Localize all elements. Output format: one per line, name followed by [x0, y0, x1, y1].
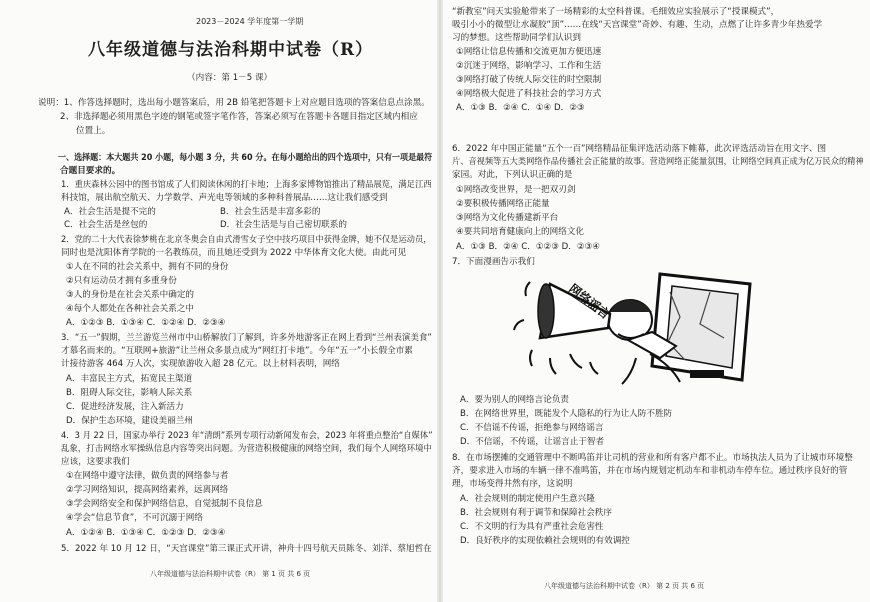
- q2-stem-cont: 同时也是沈阳体育学院的一名教练员，而且她还受到为 2022 中华体育文化大使。由此可见: [61, 248, 407, 258]
- rumor-cartoon-illustration: [510, 262, 760, 392]
- q3-option-c: C．促进经济发展，注入新活力: [66, 402, 184, 412]
- footer-page-2: 八年级道德与法治科期中试卷（R） 第 2 页 共 6 页: [544, 582, 705, 590]
- q1-option-d: D．社会生活是与自己密切联系的: [220, 220, 347, 230]
- instruction-line-2: 2、非选择题必须用黑色字迹的钢笔或签字笔作答，答案必须写在答题卡各题目指定区域内相应: [60, 112, 418, 122]
- q2-item-1: ①人在不同的社会关系中，拥有不同的身份: [66, 262, 229, 272]
- q6-item-1: ①网络改变世界，是一把双刃剑: [456, 185, 576, 195]
- q7-option-d: D．不信谣，不传谣，让谣言止于智者: [460, 437, 605, 447]
- q8-option-d: D．良好秩序的实现依赖社会规则的有效调控: [460, 536, 630, 546]
- q4-item-3: ③学会网络安全和保护网络信息，自觉抵制不良信息: [66, 499, 263, 509]
- q7-stem: 7．下面漫画告示我们: [452, 257, 535, 267]
- q1-option-b: B．社会生活是丰富多彩的: [220, 207, 321, 217]
- section-one-heading: 一、选择题：本大题共 20 小题，每小题 3 分，共 60 分。在每小题给出的四个选项中，只有一项是最符: [58, 153, 433, 163]
- q5-stem-cont-2: 吸引小小的微型让水凝胶“顶”……在线“天宫课堂”奇妙、有趣、生动，点燃了让许多青少年热爱学: [452, 20, 823, 30]
- instruction-line-3: 位置上。: [76, 126, 111, 136]
- q2-item-3: ③人的身份是在社会关系中确定的: [66, 290, 195, 300]
- q5-item-2: ②沉迷于网络，影响学习、工作和生活: [456, 61, 602, 71]
- q6-choices: A．①③ B．②④ C．①②③ D．②③④: [456, 242, 601, 252]
- q8-stem-cont-2: 理，市场变得井然有序，这说明: [452, 479, 573, 489]
- q4-stem-cont: 乱象，打击网络水军操纵信息内容等突出问题。为营造积极健康的网络空间，我们每个人网络环境中: [61, 444, 432, 454]
- q6-stem: 6．2022 年中国正能量“五个一百”网络精品征集评选活动落下帷幕，此次评选活动旨在用文字、图: [452, 144, 827, 154]
- q4-choices: A．①②④ B．①③④ C．①②③ D．②③④: [66, 528, 226, 538]
- school-year-line: 2023－2024 学年度第一学期: [196, 17, 304, 26]
- q8-option-a: A．社会规则的制定使用户生意兴隆: [460, 494, 595, 504]
- q5-stem: 5．2022 年 10 月 12 日，“天宫课堂”第三课正式开讲，神舟十四号航天员陈冬、刘洋、蔡旭哲在: [61, 544, 432, 554]
- q8-option-b: B．社会规则有利于调节和保障社会秩序: [460, 508, 612, 518]
- exam-scope: （内容：第 1－5 课）: [187, 73, 273, 83]
- q4-stem-cont-2: 应该，这要求我们: [61, 457, 130, 467]
- q3-stem: 3．“五一”假期，兰兰游览兰州市中山桥解放门了解到，许多外地游客正在网上看到“兰州表演美食”: [61, 333, 432, 343]
- q3-option-d: D．保护生态环境，建设美丽兰州: [66, 416, 193, 426]
- section-one-heading-cont: 合题目要求的。: [60, 166, 121, 176]
- q4-stem: 4．3 月 22 日，国家办举行 2023 年“清朗”系列专项行动新闻发布会，2023 年将重点整治“自媒体”: [61, 431, 433, 441]
- q6-item-2: ②要积极传播网络正能量: [456, 199, 550, 209]
- q4-item-2: ②学习网络知识，提高网络素养，远离网络: [66, 485, 229, 495]
- q5-item-4: ④网络极大促进了科技社会的学习方式: [456, 89, 602, 99]
- q2-item-2: ②只有运动员才拥有多重身份: [66, 276, 177, 286]
- q5-stem-cont-3: 习的梦想。这些帮助同学们认识到: [452, 33, 581, 43]
- q4-item-4: ④学会“信息节食”，不可沉溺于网络: [66, 513, 203, 523]
- q3-stem-cont: 才慕名而来的。“互联网+旅游”让兰州众多景点成为“网红打卡地”。今年“五一”小长假全市累: [61, 346, 413, 356]
- q3-stem-cont-2: 计接待游客 464 万人次，实现旅游收入超 28 亿元。以上材料表明，网络: [61, 359, 340, 369]
- q6-item-3: ③网络为文化传播建新平台: [456, 213, 559, 223]
- q8-option-c: C．不文明的行为具有严重社会危害性: [460, 522, 604, 532]
- q7-option-c: C．不信谣不传谣，拒绝参与网络谣言: [460, 423, 604, 433]
- footer-page-1: 八年级道德与法治科期中试卷（R） 第 1 页 共 6 页: [150, 570, 311, 578]
- q6-item-4: ④要共同培育健康向上的网络文化: [456, 227, 585, 237]
- q3-option-b: B．阻碍人际交往，影响人际关系: [66, 388, 193, 398]
- q1-stem: 1．重庆森林公园中的图书馆成了人们阅读休闲的打卡地；上海多家博物馆推出了精品展览，满足江西: [61, 180, 432, 190]
- q8-stem: 8．在市场摆摊的交通管理中不断鸣笛并让司机的营业和所有客户都不止。市场执法人员为了让城市环境整: [452, 453, 853, 463]
- q8-stem-cont: 齐，要求进入市场的车辆一律不准鸣笛，并在市场内规划定机动车和非机动车停车位。通过秩序良好的管: [452, 466, 848, 476]
- instruction-line-1: 说明：1、作答选择题时，选出每小题答案后，用 2B 铅笔把答题卡上对应题目选项的答案信息点涂黑。: [38, 98, 430, 108]
- q1-option-a: A．社会生活是提不完的: [64, 207, 156, 217]
- q1-option-c: C．社会生活是丝包的: [64, 220, 148, 230]
- q5-item-1: ①网络让信息传播和交流更加方便迅速: [456, 47, 602, 57]
- q5-choices: A．①③ B．②④ C．①④ D．②③: [456, 103, 585, 113]
- q2-item-4: ④每个人都处在各种社会关系之中: [66, 304, 195, 314]
- q2-choices: A．①②③ B．①③④ C．①②④ D．②③④: [66, 318, 226, 328]
- q4-item-1: ①在网络中遵守法律，做负责的网络参与者: [66, 471, 229, 481]
- exam-title: 八年级道德与法治科期中试卷（R）: [88, 40, 374, 60]
- q3-option-a: A．丰富民主方式，拓宽民主渠道: [66, 374, 193, 384]
- q2-stem: 2．党的二十大代表徐梦桃在北京冬奥会自由式滑雪女子空中技巧项目中获得金牌，她不仅是运动员，: [61, 235, 432, 245]
- q5-stem-cont: “新教室”问天实验舱带来了一场精彩的太空科普课。毛细效应实验展示了“授课模式”，: [452, 7, 780, 17]
- q7-option-b: B．在网络世界里，既能发个人隐私的行为让人防不胜防: [460, 409, 673, 419]
- q5-item-3: ③网络打破了传统人际交往的时空限制: [456, 75, 602, 85]
- q7-option-a: A．要为别人的网络言论负责: [460, 395, 570, 405]
- q1-stem-cont: 科技馆，展出航空航天、力学数学、声光电等领域的多种科普展品……这让我们感受到: [61, 193, 388, 203]
- q6-stem-cont: 片、音视频等五大类网络作品传播社会正能量的故事。营造网络正能量氛围，让网络空间真正成为亿万民众的精神: [452, 157, 864, 167]
- q6-stem-cont-2: 家园。对此，下列认识正确的是: [452, 170, 573, 180]
- rumor-banner-text: 网络谣言: [566, 281, 613, 322]
